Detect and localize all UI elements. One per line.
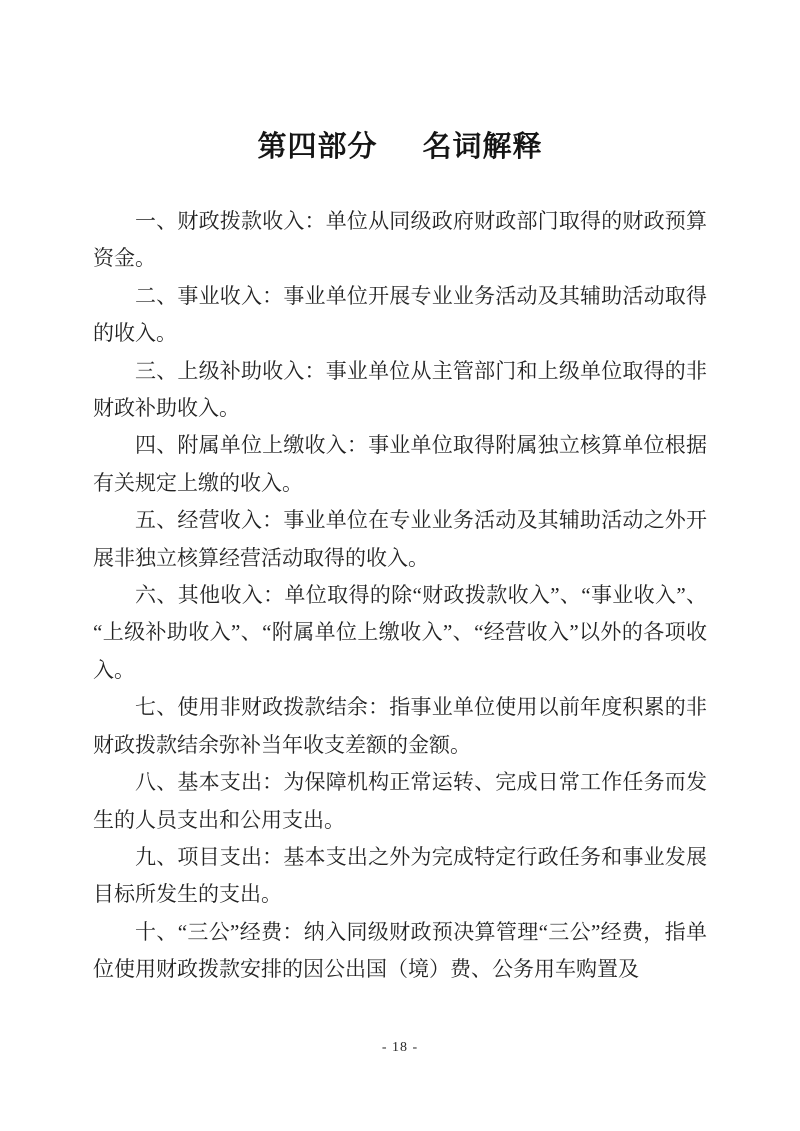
glossary-item-8: 八、基本支出：为保障机构正常运转、完成日常工作任务而发生的人员支出和公用支出。 xyxy=(93,770,707,832)
glossary-item-9: 九、项目支出：基本支出之外为完成特定行政任务和事业发展目标所发生的支出。 xyxy=(93,844,707,907)
page-title-part2: 名词解释 xyxy=(422,131,543,163)
glossary-item-4: 四、附属单位上缴收入：事业单位取得附属独立核算单位根据有关规定上缴的收入。 xyxy=(93,433,707,495)
glossary-item-2: 二、事业收入：事业单位开展专业业务活动及其辅助活动取得的收入。 xyxy=(93,283,707,346)
glossary-item-1: 一、财政拨款收入：单位从同级政府财政部门取得的财政预算资金。 xyxy=(93,209,707,271)
page-number: - 18 - xyxy=(381,1040,419,1055)
glossary-item-7: 七、使用非财政拨款结余：指事业单位使用以前年度积累的非财政拨款结余弥补当年收支差额的金额。 xyxy=(93,695,707,757)
glossary-item-5: 五、经营收入：事业单位在专业业务活动及其辅助活动之外开展非独立核算经营活动取得的收入。 xyxy=(93,508,707,570)
page-title-part1: 第四部分 xyxy=(257,131,378,163)
page-title xyxy=(0,126,800,168)
glossary-item-3: 三、上级补助收入：事业单位从主管部门和上级单位取得的非财政补助收入。 xyxy=(93,358,707,421)
glossary-content xyxy=(93,203,707,989)
glossary-item-10: 十、“三公”经费：纳入同级财政预决算管理“三公”经费，指单位使用财政拨款安排的因公出国（境）费、公务用车购置及 xyxy=(93,919,707,982)
glossary-item-6: 六、其他收入：单位取得的除“财政拨款收入”、“事业收入”、“上级补助收入”、“附属单位上缴收入”、“经营收入”以外的各项收入。 xyxy=(93,583,707,682)
